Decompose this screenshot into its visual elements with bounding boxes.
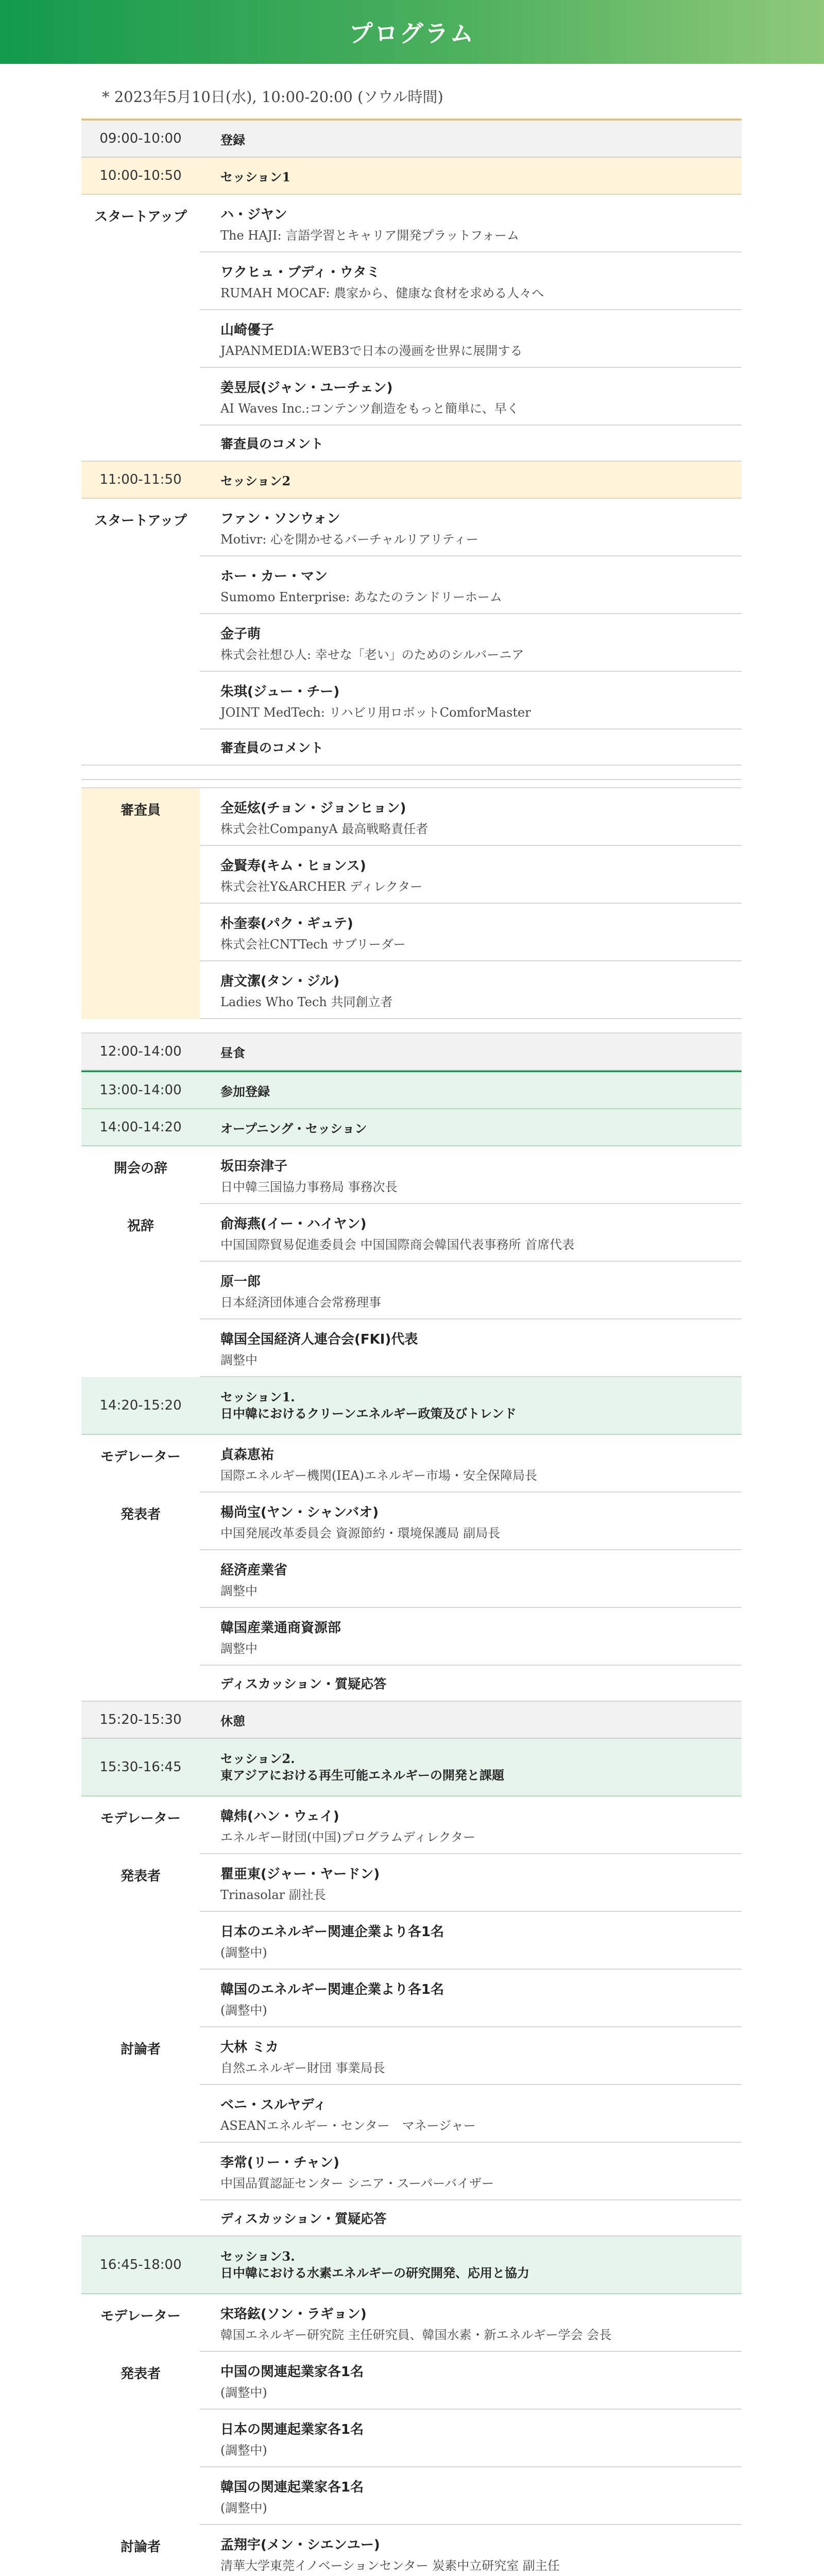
speaker-name: 唐文潔(タン・ジル) (220, 974, 340, 989)
speaker-name: 金賢寿(キム・ヒョンス) (220, 858, 366, 874)
time-slot: 13:00-14:00 (99, 1082, 182, 1098)
schedule-time-row (81, 1377, 742, 1435)
speaker-affiliation: 中国発展改革委員会 資源節約・環境保護局 副局長 (220, 1526, 501, 1540)
speaker-affiliation: Sumomo Enterprise: あなたのランドリーホーム (220, 590, 502, 604)
speaker-name: 李常(リー・チャン) (220, 2155, 339, 2171)
speaker-affiliation: 自然エネルギー財団 事業局長 (220, 2061, 385, 2075)
role-label: 討論者 (120, 2042, 161, 2057)
speaker-name: ファン・ソンウォン (220, 511, 340, 527)
comment-row (81, 426, 742, 462)
speaker-name: 朴奎泰(パク・ギュテ) (220, 916, 353, 931)
speaker-item (200, 1797, 742, 1854)
role-items (200, 1146, 742, 1204)
time-row-content (200, 1118, 742, 1137)
role-group (81, 1435, 742, 1493)
session-title: オープニング・セッション (220, 1121, 367, 1136)
session-subtitle: 日中韓における水素エネルギーの研究開発、応用と協力 (220, 2265, 529, 2280)
speaker-affiliation: ASEANエネルギー・センター マネージャー (220, 2119, 476, 2133)
speaker-affiliation: 株式会社想ひ人: 幸せな「老い」のためのシルバーニア (220, 648, 524, 662)
speaker-name: ホー・カー・マン (220, 569, 328, 584)
role-label: 討論者 (120, 2539, 161, 2555)
role-label: モデレーター (100, 1811, 181, 1826)
schedule-time-row (81, 462, 742, 499)
role-label: スタートアップ (94, 209, 187, 225)
role-items (200, 2525, 742, 2576)
speaker-item (200, 499, 742, 556)
time-row-title (220, 1389, 731, 1422)
speaker-name: 原一郎 (220, 1274, 261, 1290)
speaker-item (200, 672, 742, 730)
separator (81, 1019, 742, 1033)
role-label: 発表者 (120, 1507, 161, 1522)
speaker-item (200, 2143, 742, 2200)
speaker-item (200, 1204, 742, 1262)
role-label: モデレーター (100, 2309, 181, 2324)
speaker-item (200, 614, 742, 672)
speaker-name: 中国の関連起業家各1名 (220, 2364, 364, 2380)
schedule-note: * 2023年5月10日(水), 10:00-20:00 (ソウル時間) (102, 88, 443, 106)
role-items (200, 1435, 742, 1493)
role-items (200, 1204, 742, 1377)
time-slot: 09:00-10:00 (99, 131, 182, 146)
time-row-content (200, 130, 742, 148)
speaker-name: 孟翔宇(メン・シエンユー) (220, 2537, 380, 2553)
session-title: セッション1 (220, 169, 291, 184)
speaker-item (200, 904, 742, 961)
speaker-name: 韓国の関連起業家各1名 (220, 2480, 364, 2495)
time-row-title (220, 471, 731, 489)
schedule-time-row (81, 2236, 742, 2294)
speaker-item (200, 1493, 742, 1550)
speaker-name: 山崎優子 (220, 323, 274, 338)
time-row-title (220, 1081, 731, 1099)
time-row-title (220, 1118, 731, 1137)
time-slot: 12:00-14:00 (99, 1044, 182, 1059)
role-items (200, 195, 742, 426)
comment-row (81, 1666, 742, 1702)
speaker-name: 楊尚宝(ヤン・シャンバオ) (220, 1505, 379, 1520)
role-group (81, 2525, 742, 2576)
time-row-content (200, 167, 742, 185)
page-title: プログラム (349, 20, 475, 47)
speaker-affiliation: 株式会社CNTTech サブリーダー (220, 937, 406, 952)
time-row-title (220, 1751, 731, 1784)
role-group (81, 499, 742, 730)
session-title: 参加登録 (220, 1083, 270, 1099)
role-items (200, 1493, 742, 1666)
role-items (200, 2027, 742, 2200)
schedule-time-row (81, 1702, 742, 1739)
session-title: 昼食 (220, 1045, 245, 1060)
speaker-affiliation: (調整中) (220, 2385, 267, 2400)
speaker-affiliation: (調整中) (220, 2443, 267, 2458)
speaker-item (200, 1608, 742, 1666)
speaker-item (200, 2085, 742, 2143)
speaker-affiliation: 調整中 (220, 1641, 258, 1656)
comment-row-title: 審査員のコメント (220, 740, 324, 755)
role-items (200, 1854, 742, 2027)
speaker-affiliation: 調整中 (220, 1353, 258, 1367)
role-label: スタートアップ (94, 513, 187, 529)
speaker-name: 韓国のエネルギー関連企業より各1名 (220, 1982, 444, 1997)
speaker-item (200, 1319, 742, 1377)
role-label: 発表者 (120, 1869, 161, 1884)
comment-row (81, 730, 742, 766)
session-title: 休憩 (220, 1713, 245, 1728)
time-row-title (220, 1043, 731, 1061)
speaker-item (200, 2352, 742, 2410)
speaker-item (200, 1262, 742, 1319)
speaker-affiliation: JOINT MedTech: リハビリ用ロボットComforMaster (220, 705, 531, 720)
program-table (81, 118, 742, 2576)
time-row-title (220, 1711, 731, 1729)
speaker-name: 韓炜(ハン・ウェイ) (220, 1809, 339, 1824)
speaker-item (200, 1435, 742, 1493)
session-subtitle: 東アジアにおける再生可能エネルギーの開発と課題 (220, 1768, 505, 1783)
schedule-time-row (81, 1739, 742, 1797)
speaker-affiliation: (調整中) (220, 2003, 267, 2018)
time-slot: 10:00-10:50 (99, 168, 182, 183)
time-slot: 11:00-11:50 (99, 472, 182, 487)
speaker-name: 日本の関連起業家各1名 (220, 2422, 364, 2437)
speaker-name: 俞海燕(イー・ハイヤン) (220, 1216, 367, 1232)
speaker-name: 大林 ミカ (220, 2040, 279, 2055)
speaker-affiliation: (調整中) (220, 1945, 267, 1960)
speaker-name: 坂田奈津子 (220, 1159, 288, 1174)
comment-row-title: 審査員のコメント (220, 436, 324, 451)
speaker-affiliation: The HAJI: 言語学習とキャリア開発プラットフォーム (220, 228, 519, 243)
time-slot: 15:30-16:45 (99, 1759, 182, 1775)
speaker-name: 宋珞鉉(ソン・ラギョン) (220, 2307, 367, 2322)
schedule-time-row (81, 1071, 742, 1109)
role-group (81, 1797, 742, 1854)
time-row-content (200, 1043, 742, 1061)
speaker-item (200, 1146, 742, 1204)
time-slot: 16:45-18:00 (99, 2257, 182, 2273)
speaker-name: 韓国全国経済人連合会(FKI)代表 (220, 1332, 418, 1347)
session-title: セッション3. (220, 2248, 295, 2264)
speaker-affiliation: AI Waves Inc.:コンテンツ創造をもっと簡単に、早く (220, 401, 519, 416)
speaker-affiliation: JAPANMEDIA:WEB3で日本の漫画を世界に展開する (220, 344, 523, 358)
speaker-name: ハ・ジヤン (220, 207, 287, 223)
role-group (81, 2294, 742, 2352)
time-row-title (220, 2248, 731, 2282)
session-title: セッション2. (220, 1751, 295, 1766)
time-slot: 14:00-14:20 (99, 1120, 182, 1135)
speaker-affiliation: 調整中 (220, 1584, 258, 1598)
time-row-content (200, 1389, 742, 1422)
schedule-time-row (81, 1109, 742, 1146)
role-group (81, 788, 742, 1019)
speaker-item (200, 368, 742, 426)
role-group (81, 2027, 742, 2200)
schedule-time-row (81, 1033, 742, 1071)
comment-row (81, 2200, 742, 2236)
speaker-name: ワクヒュ・ブディ・ウタミ (220, 265, 380, 280)
role-group (81, 195, 742, 426)
speaker-item (200, 195, 742, 252)
speaker-name: 韓国産業通商資源部 (220, 1620, 341, 1636)
speaker-affiliation: 日本経済団体連合会常務理事 (220, 1295, 381, 1310)
speaker-name: 経済産業省 (220, 1563, 288, 1578)
speaker-item (200, 846, 742, 904)
schedule-time-row (81, 118, 742, 158)
speaker-affiliation: 韓国エネルギー研究院 主任研究員、韓国水素・新エネルギー学会 会長 (220, 2328, 612, 2342)
speaker-name: ベニ・スルヤディ (220, 2097, 327, 2113)
speaker-item (200, 2467, 742, 2525)
schedule-time-row (81, 158, 742, 195)
role-items (200, 2352, 742, 2525)
speaker-item (200, 310, 742, 368)
speaker-name: 朱琪(ジュー・チー) (220, 684, 340, 700)
time-row-content (200, 1751, 742, 1784)
comment-row-title: ディスカッション・質疑応答 (220, 1676, 387, 1691)
speaker-name: 日本のエネルギー関連企業より各1名 (220, 1924, 444, 1940)
speaker-affiliation: RUMAH MOCAF: 農家から、健康な食材を求める人々へ (220, 286, 544, 300)
speaker-name: 貞森恵祐 (220, 1447, 274, 1463)
time-row-content (200, 1081, 742, 1099)
role-group (81, 1854, 742, 2027)
speaker-name: 全延炫(チョン・ジョンヒョン) (220, 801, 406, 816)
speaker-affiliation: 国際エネルギー機関(IEA)エネルギー市場・安全保障局長 (220, 1468, 538, 1483)
role-group (81, 1493, 742, 1666)
role-items (200, 2294, 742, 2352)
session-title: セッション2 (220, 473, 291, 488)
role-items (200, 1797, 742, 1854)
role-group (81, 1146, 742, 1204)
speaker-item (200, 556, 742, 614)
role-items (200, 499, 742, 730)
speaker-item (200, 2410, 742, 2467)
speaker-item (200, 1550, 742, 1608)
role-group (81, 2352, 742, 2525)
speaker-name: 姜昱辰(ジャン・ユーチェン) (220, 380, 393, 396)
speaker-affiliation: (調整中) (220, 2501, 267, 2515)
speaker-item (200, 2294, 742, 2352)
session-subtitle: 日中韓におけるクリーンエネルギー政策及びトレンド (220, 1406, 517, 1421)
role-label: モデレーター (100, 1449, 181, 1465)
separator (81, 780, 742, 788)
role-label: 審査員 (81, 788, 200, 1019)
speaker-affiliation: 清華大学東莞イノベーションセンター 炭素中立研究室 副主任 (220, 2558, 560, 2573)
speaker-item (200, 2027, 742, 2085)
time-row-content (200, 471, 742, 489)
speaker-affiliation: 株式会社CompanyA 最高戦略責任者 (220, 822, 428, 836)
separator (81, 766, 742, 780)
speaker-affiliation: Motivr: 心を開かせるバーチャルリアリティー (220, 532, 479, 547)
speaker-affiliation: エネルギー財団(中国)プログラムディレクター (220, 1830, 476, 1844)
speaker-affiliation: 株式会社Y&ARCHER ディレクター (220, 879, 423, 894)
speaker-item (200, 961, 742, 1019)
comment-row-title: ディスカッション・質疑応答 (220, 2211, 387, 2226)
speaker-item (200, 1912, 742, 1970)
time-slot: 14:20-15:20 (99, 1398, 182, 1413)
page-header-banner (0, 0, 824, 64)
speaker-name: 金子萌 (220, 626, 261, 642)
speaker-item (200, 252, 742, 310)
time-row-title (220, 167, 731, 185)
role-label: 祝辞 (127, 1218, 154, 1234)
time-row-content (200, 1711, 742, 1729)
speaker-affiliation: Trinasolar 副社長 (220, 1888, 326, 1902)
role-label: 発表者 (120, 2366, 161, 2382)
speaker-affiliation: 日中韓三国協力事務局 事務次長 (220, 1180, 398, 1194)
time-row-title (220, 130, 731, 148)
session-title: 登録 (220, 132, 245, 147)
role-items (200, 788, 742, 1019)
speaker-item (200, 2525, 742, 2576)
time-slot: 15:20-15:30 (99, 1712, 182, 1727)
role-group (81, 1204, 742, 1377)
time-row-content (200, 2248, 742, 2282)
role-label: 開会の辞 (113, 1161, 167, 1176)
speaker-name: 瞿亜東(ジャー・ヤードン) (220, 1867, 380, 1882)
speaker-item (200, 788, 742, 846)
speaker-affiliation: Ladies Who Tech 共同創立者 (220, 995, 393, 1009)
speaker-affiliation: 中国品質認証センター シニア・スーパーバイザー (220, 2176, 494, 2191)
session-title: セッション1. (220, 1389, 295, 1404)
speaker-affiliation: 中国国際貿易促進委員会 中国国際商会韓国代表事務所 首席代表 (220, 1238, 575, 1252)
speaker-item (200, 1854, 742, 1912)
speaker-item (200, 1970, 742, 2027)
